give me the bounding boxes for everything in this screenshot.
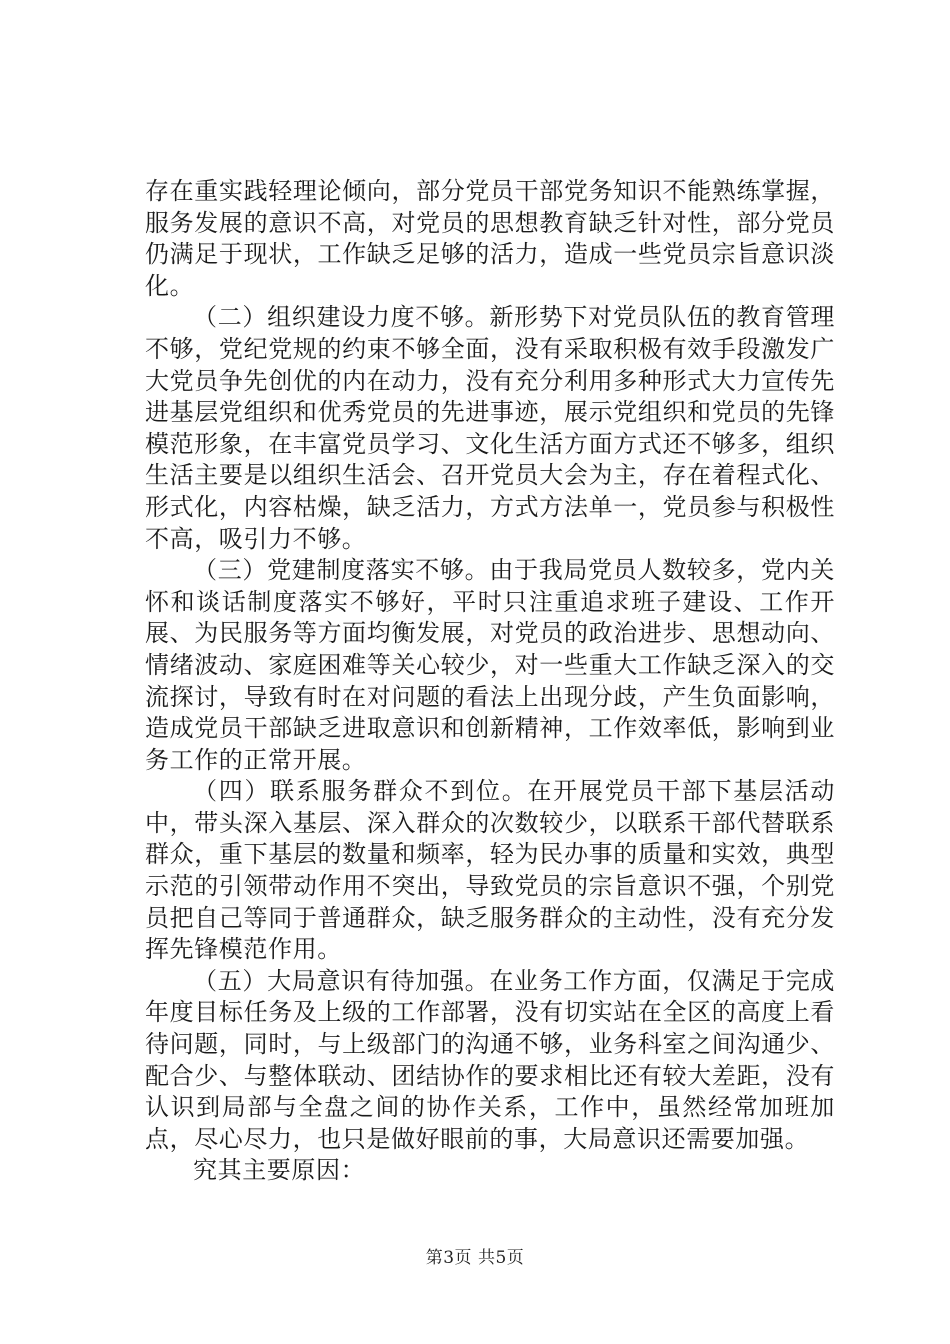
paragraph-continuation: 存在重实践轻理论倾向，部分党员干部党务知识不能熟练掌握，服务发展的意识不高，对党员的思想教育缺乏针对性，部分党员仍满足于现状，工作缺乏足够的活力，造成一些党员宗旨意识淡化。 xyxy=(145,177,835,300)
document-body xyxy=(145,176,835,1187)
page-number-footer: 第3页 共5页 xyxy=(425,1248,525,1268)
paragraph-serve-masses: （四）联系服务群众不到位。在开展党员干部下基层活动中，带头深入基层、深入群众的次数较少，以联系干部代替联系群众，重下基层的数量和频率，轻为民办事的质量和实效，典型示范的引领带动作用不突出，导致党员的宗旨意识不强，个别党员把自己等同于普通群众，缺乏服务群众的主动性，没有充分发挥先锋模范作用。 xyxy=(145,777,835,964)
paragraph-main-reasons: 究其主要原因： xyxy=(193,1156,366,1185)
paragraph-overall-awareness: （五）大局意识有待加强。在业务工作方面，仅满足于完成年度目标任务及上级的工作部署，没有切实站在全区的高度上看待问题，同时，与上级部门的沟通不够，业务科室之间沟通少、配合少、与整体联动、团结协作的要求相比还有较大差距，没有认识到局部与全盘之间的协作关系，工作中，虽然经常加班加点，尽心尽力，也只是做好眼前的事，大局意识还需要加强。 xyxy=(145,966,835,1153)
paragraph-party-system: （三）党建制度落实不够。由于我局党员人数较多，党内关怀和谈话制度落实不够好，平时只注重追求班子建设、工作开展、为民服务等方面均衡发展，对党员的政治进步、思想动向、情绪波动、家庭困难等关心较少，对一些重大工作缺乏深入的交流探讨，导致有时在对问题的看法上出现分歧，产生负面影响，造成党员干部缺乏进取意识和创新精神，工作效率低，影响到业务工作的正常开展。 xyxy=(145,556,835,774)
paragraph-organization-building: （二）组织建设力度不够。新形势下对党员队伍的教育管理不够，党纪党规的约束不够全面，没有采取积极有效手段激发广大党员争先创优的内在动力，没有充分利用多种形式大力宣传先进基层党组织和优秀党员的先进事迹，展示党组织和党员的先锋模范形象，在丰富党员学习、文化生活方面方式还不够多，组织生活主要是以组织生活会、召开党员大会为主，存在着程式化、形式化，内容枯燥，缺乏活力，方式方法单一，党员参与积极性不高，吸引力不够。 xyxy=(145,303,835,553)
